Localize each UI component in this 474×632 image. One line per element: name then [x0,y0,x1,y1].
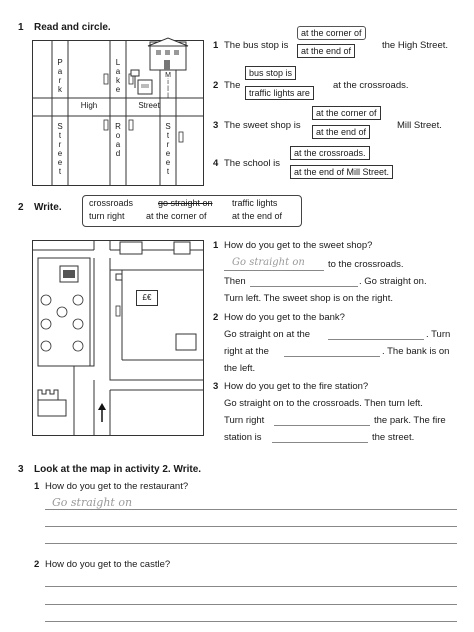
ex3-q1-line3[interactable] [45,543,457,544]
ex3-q1-line1[interactable] [45,509,457,510]
ex2-q1-line2-post: . Go straight on. [359,276,427,287]
ex3-q2-line3[interactable] [45,621,457,622]
lake-road-label: L a k e [115,58,121,94]
ex3-q1-line2[interactable] [45,526,457,527]
ex2-q1-blank2[interactable] [250,286,358,287]
ex2-q1-line1-post: to the crossroads. [328,259,404,270]
ex1-item4-option2[interactable]: at the end of Mill Street. [290,165,393,179]
ex2-q3-line3-pre: station is [224,432,262,443]
park-street-label-2: S t r e e t [57,122,63,176]
mill-street-label: M i l l [165,72,171,100]
ex1-item1-pre: The bus stop is [224,40,289,51]
ex2-q2-question: How do you get to the bank? [224,312,345,323]
word-bank-at-the-corner-of: at the corner of [146,211,207,221]
ex3-q2-question: How do you get to the castle? [45,559,171,570]
ex2-heading: Write. [34,202,62,213]
high-street-label-2: Street [138,101,160,110]
ex2-q1-example-answer: Go straight on [232,257,305,268]
ex3-q2-line2[interactable] [45,604,457,605]
ex2-q2-blank2[interactable] [284,356,380,357]
ex2-q3-number: 3 [213,381,219,392]
ex2-q2-line1-post: . Turn [426,329,451,340]
ex2-q1-blank1[interactable] [224,270,324,271]
ex1-item3-post: Mill Street. [397,120,442,131]
ex1-number: 1 [18,22,24,33]
ex2-q2-number: 2 [213,312,219,323]
ex1-item1-option2[interactable]: at the end of [297,44,355,58]
word-bank-at-the-end-of: at the end of [232,211,283,221]
high-street-label: High [80,101,98,110]
ex2-map-drawing [32,240,204,436]
ex1-item1-option1[interactable]: at the corner of [297,26,366,40]
ex2-q3-line2-pre: Turn right [224,415,265,426]
ex2-q2-line1-pre: Go straight on at the [224,329,311,340]
ex2-q1-line2-pre: Then [224,276,246,287]
park-street-label: P a r k [57,58,63,94]
ex1-item4-number: 4 [213,158,219,169]
ex2-number: 2 [18,202,24,213]
ex2-q3-blank2[interactable] [272,442,368,443]
ex2-q1-number: 1 [213,240,219,251]
ex2-q2-line2-pre: right at the [224,346,269,357]
ex1-item4-option1[interactable]: at the crossroads. [290,146,370,160]
ex2-q1-line3: Turn left. The sweet shop is on the right. [224,293,393,304]
mill-street-label-2: S t r e e t [165,122,171,176]
ex1-item4-pre: The school is [224,158,280,169]
ex2-q3-line1: Go straight on to the crossroads. Then turn left. [224,398,423,409]
ex1-map [32,40,204,186]
ex1-item2-option2[interactable]: traffic lights are [245,86,314,100]
ex2-q3-line2-post: the park. The fire [374,415,446,426]
ex1-item2-option1[interactable]: bus stop is [245,66,296,80]
word-bank-crossroads: crossroads [89,198,134,208]
ex3-q1-example-answer: Go straight on [52,496,133,509]
word-bank-traffic-lights: traffic lights [232,198,278,208]
ex3-heading: Look at the map in activity 2. Write. [34,464,202,475]
ex2-q3-question: How do you get to the fire station? [224,381,369,392]
ex1-item1-number: 1 [213,40,219,51]
ex3-q1-number: 1 [34,481,40,492]
word-bank-go-straight-on: go straight on [158,198,213,208]
bank-building: £€ [136,290,158,306]
ex1-item2-number: 2 [213,80,219,91]
ex2-q2-line2-post: . The bank is on [382,346,450,357]
lake-road-label-2: R o a d [115,122,121,158]
ex1-item2-post: at the crossroads. [333,80,409,91]
ex1-item3-pre: The sweet shop is [224,120,301,131]
ex2-q2-line3: the left. [224,363,256,374]
ex2-q3-blank1[interactable] [274,425,370,426]
ex1-heading: Read and circle. [34,22,111,33]
ex3-q2-number: 2 [34,559,40,570]
ex2-map [32,240,204,436]
ex3-q1-question: How do you get to the restaurant? [45,481,189,492]
ex1-item3-number: 3 [213,120,219,131]
ex2-q1-question: How do you get to the sweet shop? [224,240,373,251]
word-bank-turn-right: turn right [89,211,125,221]
ex1-item1-post: the High Street. [382,40,449,51]
ex3-q2-line1[interactable] [45,586,457,587]
ex3-number: 3 [18,464,24,475]
ex1-item3-option2[interactable]: at the end of [312,125,370,139]
ex1-item3-option1[interactable]: at the corner of [312,106,381,120]
ex2-q2-blank1[interactable] [328,339,424,340]
ex1-item2-pre: The [224,80,241,91]
ex2-q3-line3-post: the street. [372,432,415,443]
